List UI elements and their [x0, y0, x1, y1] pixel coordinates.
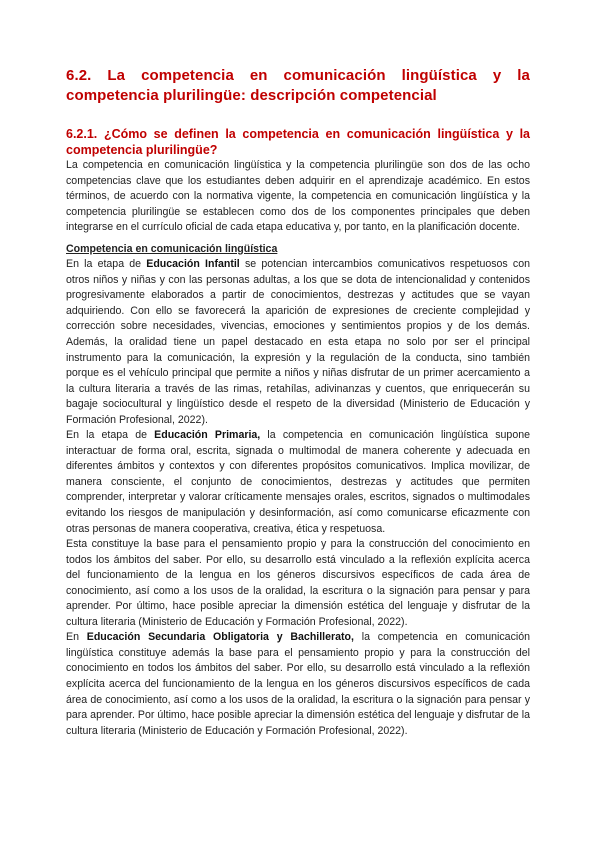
- paragraph-infantil: [66, 257, 530, 428]
- subsection-heading: 6.2.1. ¿Cómo se definen la competencia en comunicación lingüística y la competencia plurilingüe?: [66, 127, 530, 157]
- text-post: se potencian intercambios comunicativos respetuosos con otros niños y niñas y con las personas adultas, a los que se dota de intencionalidad y contenidos progresivamente elaborados a partir de conocimientos, destrezas y actitudes que se vayan adquiriendo. Con ello se favorecerá la aparición de expresiones de creciente complejidad y corrección sobre necesidades, vivencias, emociones y sentimientos propios y de los demás. Además, la oralidad tiene un papel destacado en esta etapa no solo por ser el principal instrumento para la comunicación, la expresión y la regulación de la conducta, sino también porque es el vehículo principal que permite a niños y niñas disfrutar de un primer acercamiento a la cultura literaria a través de las rimas, retahílas, adivinanzas y cuentos, que enriquecerán su bagaje sociocultural y lingüístico desde el respeto de la diversidad (Ministerio de Educación y Formación Profesional, 2022).: [66, 258, 530, 426]
- paragraph-primaria: [66, 428, 530, 537]
- text-pre: En la etapa de: [66, 258, 147, 271]
- text-pre: En: [66, 631, 87, 644]
- section-heading: 6.2. La competencia en comunicación lingüística y la competencia plurilingüe: descripción competencial: [66, 67, 530, 104]
- intro-paragraph: La competencia en comunicación lingüística y la competencia plurilingüe son dos de las ocho competencias clave que los estudiantes deben adquirir en el aprendizaje académico. En estos términos, de acuerdo con la normativa vigente, la competencia en comunicación lingüística y la competencia plurilingüe se establecen como dos de los componentes principales que deben integrarse en el currículo oficial de cada etapa educativa y, por tanto, en la planificación docente.: [66, 159, 530, 234]
- text-pre: En la etapa de: [66, 429, 155, 442]
- section-title: Competencia en comunicación lingüística: [66, 242, 278, 255]
- emphasis: Educación Infantil: [146, 258, 240, 271]
- emphasis: Educación Secundaria Obligatoria y Bachillerato,: [86, 631, 354, 644]
- emphasis: Educación Primaria,: [154, 429, 261, 442]
- text-post: la competencia en comunicación lingüística supone interactuar de forma oral, escrita, signada o multimodal de manera coherente y adecuada en diferentes ámbitos y contextos y con diferentes propósitos comunicativos. Implica movilizar, de manera consciente, el conjunto de conocimientos, destrezas y actitudes que permiten comprender, interpretar y valorar críticamente mensajes orales, escritos, signados o multimodales evitando los riesgos de manipulación y desinformación, así como comunicarse eficazmente con otras personas de manera cooperativa, creativa, ética y respetuosa.: [66, 429, 530, 535]
- paragraph-secundaria: [66, 630, 530, 739]
- document-page: [66, 66, 530, 739]
- paragraph-base: Esta constituye la base para el pensamiento propio y para la construcción del conocimiento en todos los ámbitos del saber. Por ello, su desarrollo está vinculado a la reflexión explícita acerca del funcionamiento de la lengua en los géneros discursivos específicos de cada área de conocimiento, así como a los usos de la oralidad, la escritura o la signación para pensar y para aprender. Por último, hace posible apreciar la dimensión estética del lenguaje y disfrutar de la cultura literaria (Ministerio de Educación y Formación Profesional, 2022).: [66, 538, 530, 628]
- text-post: la competencia en comunicación lingüística constituye además la base para el pensamiento propio y para la construcción del conocimiento en todos los ámbitos del saber. Por ello, su desarrollo está vinculado a la reflexión explícita acerca del funcionamiento de la lengua en los géneros discursivos específicos de cada área de conocimiento, así como a los usos de la oralidad, la escritura o la signación para pensar y para aprender. Por último, hace posible apreciar la dimensión estética del lenguaje y disfrutar de la cultura literaria (Ministerio de Educación y Formación Profesional, 2022).: [66, 631, 530, 737]
